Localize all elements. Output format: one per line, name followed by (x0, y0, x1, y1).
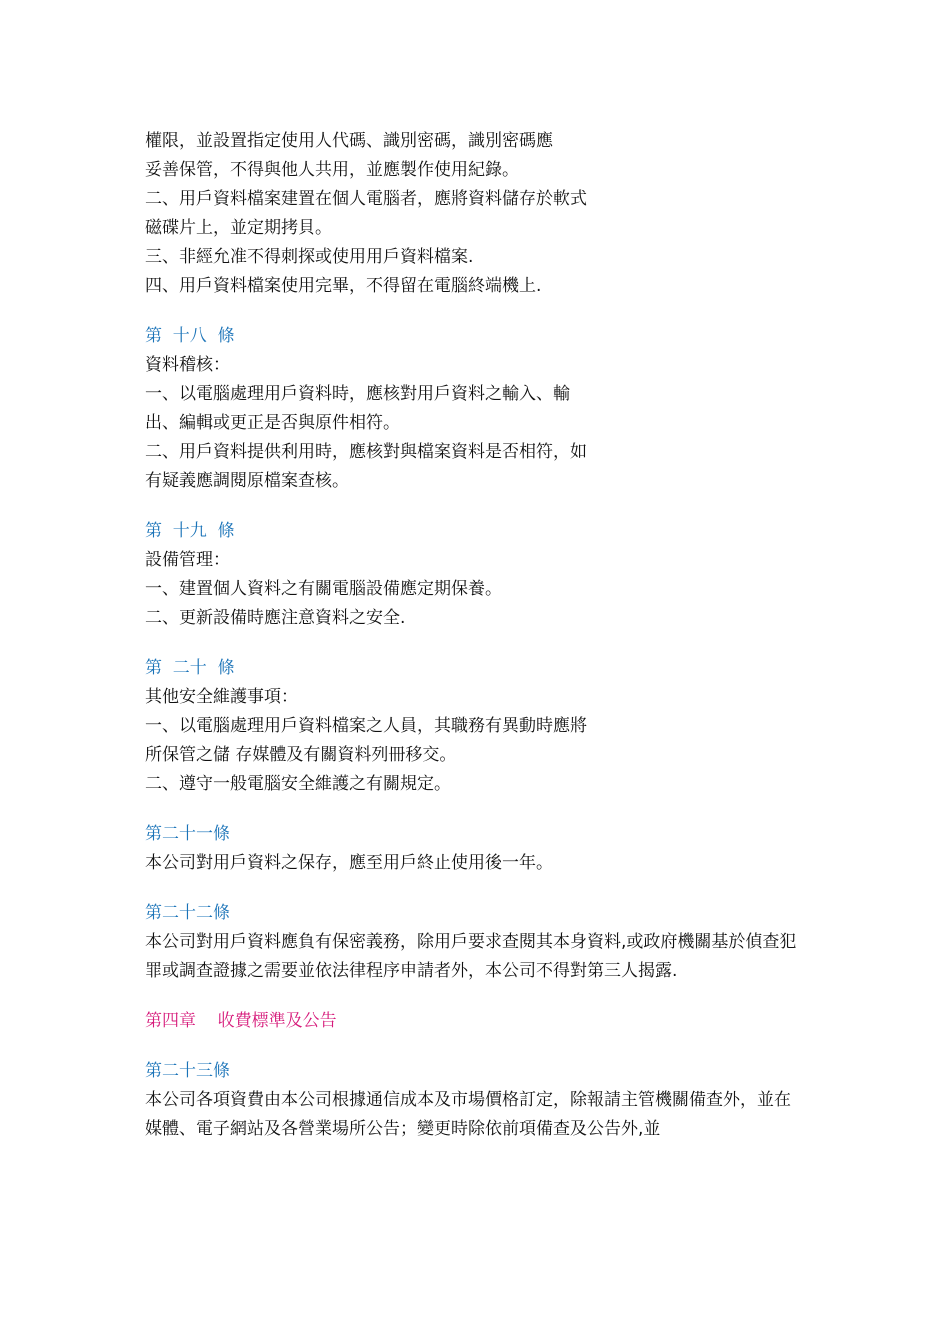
chapter-title: 第四章 收費標準及公告 (145, 1011, 337, 1031)
article-heading: 第 十九 條 (145, 521, 235, 541)
article-20 (145, 654, 825, 799)
article-heading: 第二十三條 (145, 1061, 230, 1081)
article-heading: 第 十八 條 (145, 326, 235, 346)
article-text: 本公司各項資費由本公司根據通信成本及市場價格訂定，除報請主管機關備查外，並在媒體、電子網站及各營業場所公告；變更時除依前項備查及公告外,並 (145, 1090, 791, 1139)
article-23 (145, 1057, 825, 1144)
text-line: 磁碟片上，並定期拷貝。 (145, 218, 332, 238)
article-text: 本公司對用戶資料之保存，應至用戶終止使用後一年。 (145, 853, 553, 873)
text-line: 妥善保管，不得與他人共用，並應製作使用紀錄。 (145, 160, 519, 180)
text-line: 一、以電腦處理用戶資料時，應核對用戶資料之輸入、輸 (145, 384, 570, 404)
article-19 (145, 517, 825, 633)
text-line: 資料稽核： (145, 355, 230, 375)
article-text: 本公司對用戶資料應負有保密義務，除用戶要求查閱其本身資料,或政府機關基於偵查犯罪或調查證據之需要並依法律程序申請者外，本公司不得對第三人揭露. (145, 932, 797, 981)
text-line: 有疑義應調閱原檔案查核。 (145, 471, 349, 491)
text-line: 出、編輯或更正是否與原件相符。 (145, 413, 400, 433)
text-line: 其他安全維護事項： (145, 687, 298, 707)
text-line: 權限，並設置指定使用人代碼、識別密碼，識別密碼應 (145, 131, 553, 151)
document-page (145, 127, 825, 1144)
section-continued (145, 127, 825, 301)
text-line: 所保管之儲 存媒體及有關資料列冊移交。 (145, 745, 457, 765)
chapter-4 (145, 1007, 825, 1036)
article-22 (145, 899, 825, 986)
text-line: 二、更新設備時應注意資料之安全. (145, 608, 406, 628)
text-line: 三、非經允准不得刺探或使用用戶資料檔案. (145, 247, 474, 267)
text-line: 設備管理： (145, 550, 230, 570)
article-heading: 第二十二條 (145, 903, 230, 923)
text-line: 一、建置個人資料之有關電腦設備應定期保養。 (145, 579, 502, 599)
article-heading: 第 二十 條 (145, 658, 235, 678)
text-line: 一、以電腦處理用戶資料檔案之人員，其職務有異動時應將 (145, 716, 587, 736)
article-21 (145, 820, 825, 878)
article-heading: 第二十一條 (145, 824, 230, 844)
text-line: 二、用戶資料檔案建置在個人電腦者，應將資料儲存於軟式 (145, 189, 587, 209)
text-line: 二、用戶資料提供利用時，應核對與檔案資料是否相符，如 (145, 442, 587, 462)
text-line: 二、遵守一般電腦安全維護之有關規定。 (145, 774, 451, 794)
text-line: 四、用戶資料檔案使用完畢，不得留在電腦終端機上. (145, 276, 542, 296)
article-18 (145, 322, 825, 496)
